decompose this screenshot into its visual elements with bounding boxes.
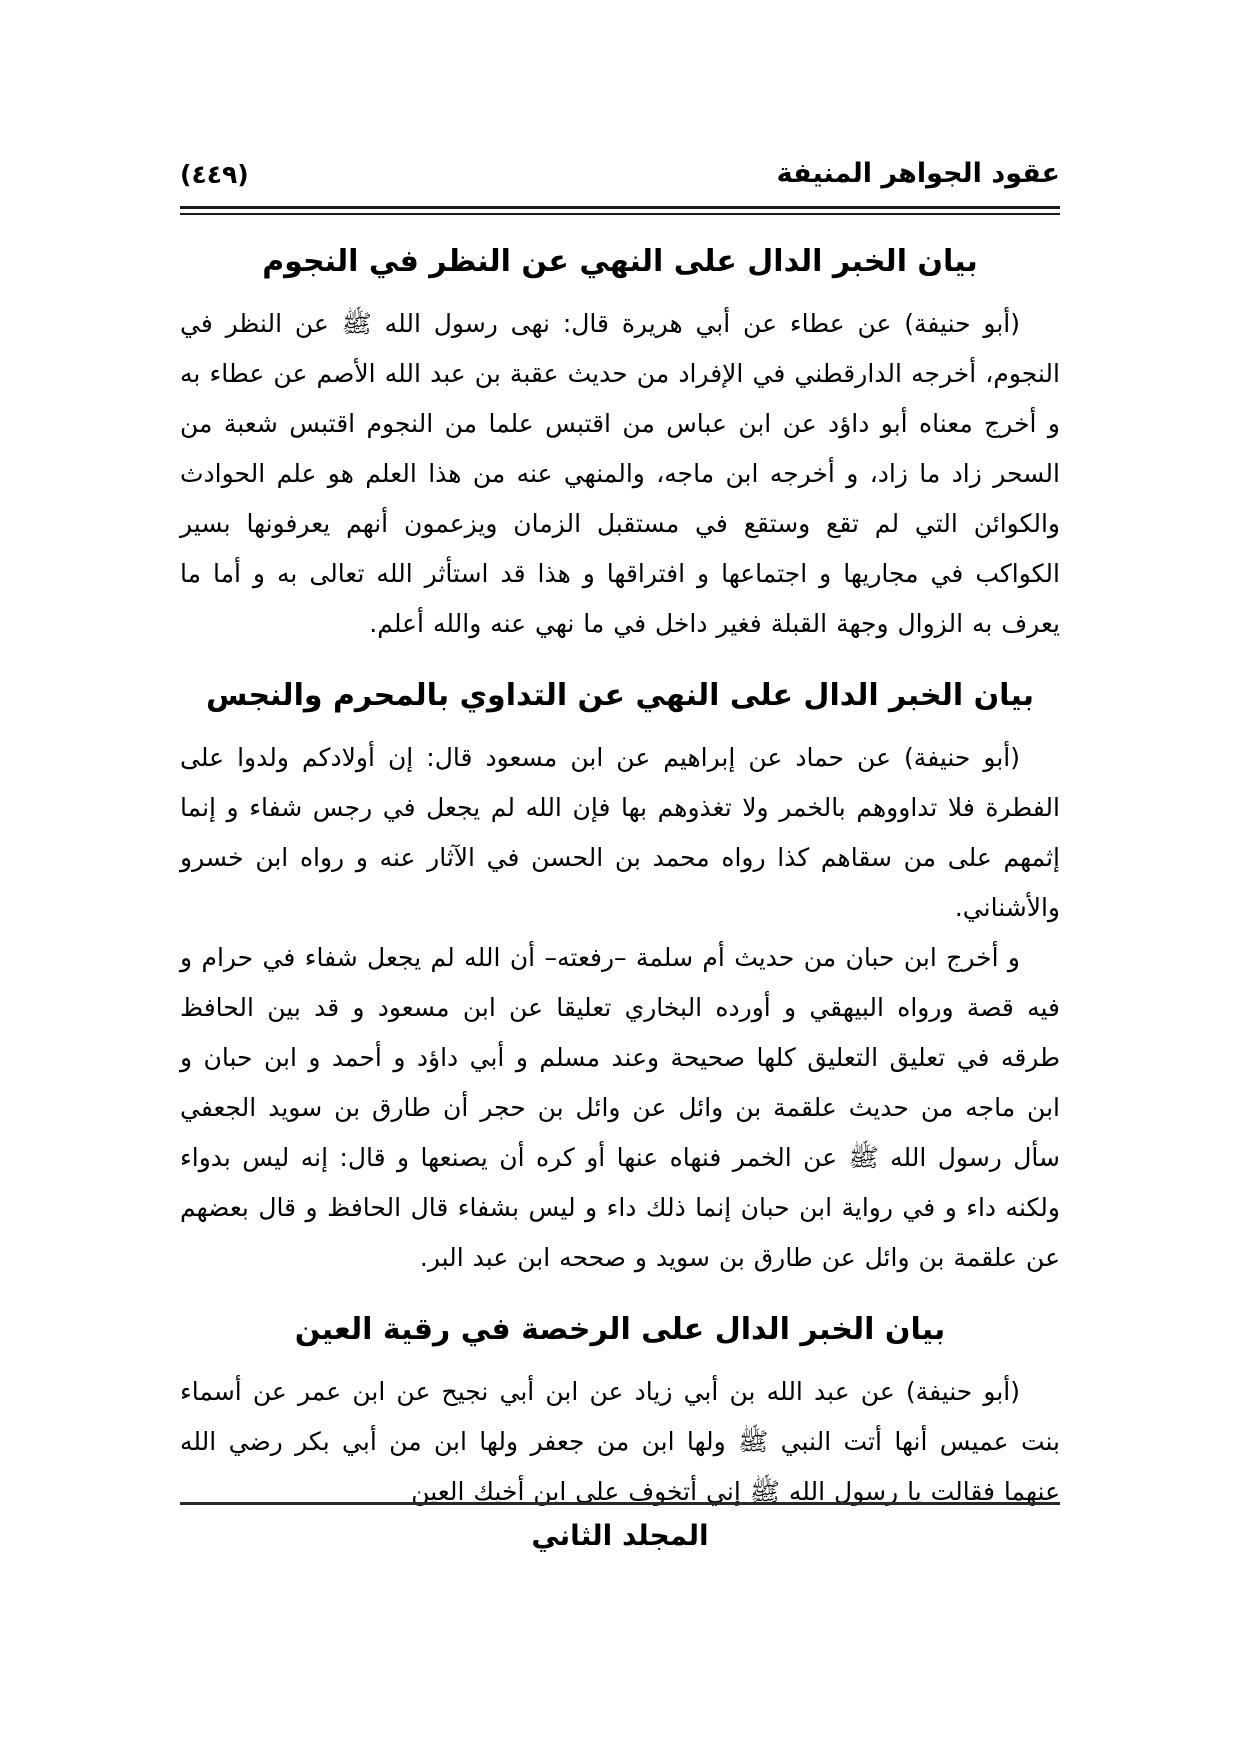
section-heading-tadawi: بيان الخبر الدال على النهي عن التداوي بالمحرم والنجس xyxy=(206,678,1034,714)
page-number: (٤٤٩) xyxy=(180,160,249,190)
footer-rule xyxy=(180,1502,1060,1505)
book-title: عقود الجواهر المنيفة xyxy=(776,158,1060,189)
page-header xyxy=(180,158,1060,190)
paragraph: و أخرج ابن حبان من حديث أم سلمة –رفعته– أن الله لم يجعل شفاء في حرام و فيه قصة ورواه البيهقي و أورده البخاري تعليقا عن ابن مسعود و قد بين الحافظ طرقه في تعليق التعليق كلها صحيحة وعند مسلم و أبي داؤد و أحمد و ابن حبان و ابن ماجه من حديث علقمة بن وائل عن وائل بن حجر أن طارق بن سويد الجعفي سأل رسول الله ﷺ عن الخمر فنهاه عنها أو كره أن يصنعها و قال: إنه ليس بدواء ولكنه داء و في رواية ابن حبان إنما ذلك داء و ليس بشفاء قال الحافظ و قال بعضهم عن علقمة بن وائل عن طارق بن سويد و صححه ابن عبد البر. xyxy=(180,943,1060,1273)
page-footer xyxy=(180,1502,1060,1552)
paragraph: (أبو حنيفة) عن حماد عن إبراهيم عن ابن مسعود قال: إن أولادكم ولدوا على الفطرة فلا تداووهم بالخمر ولا تغذوهم بها فإن الله لم يجعل في رجس شفاء و إنما إثمهم على من سقاهم كذا رواه محمد بن الحسن في الآثار عنه و رواه ابن خسرو والأشناني. xyxy=(180,743,1060,923)
section-heading-ruqya: بيان الخبر الدال على الرخصة في رقية العين xyxy=(294,1312,946,1348)
header-double-rule xyxy=(180,206,1060,215)
paragraph: (أبو حنيفة) عن عبد الله بن أبي زياد عن ابن أبي نجيح عن ابن عمر عن أسماء بنت عميس أنها أتت النبي ﷺ ولها ابن من جعفر ولها ابن من أبي بكر رضي الله عنهما فقالت يا رسول الله ﷺ إني أتخوف على ابن أخيك العين xyxy=(180,1377,1060,1507)
section-ruqya xyxy=(180,1309,1060,1517)
section-tadawi xyxy=(180,675,1060,1283)
volume-label: المجلد الثاني xyxy=(531,1519,709,1552)
section-heading-nujum: بيان الخبر الدال على النهي عن النظر في النجوم xyxy=(262,244,978,280)
paragraph: (أبو حنيفة) عن عطاء عن أبي هريرة قال: نهى رسول الله ﷺ عن النظر في النجوم، أخرجه الدارقطني في الإفراد من حديث عقبة بن عبد الله الأصم عن عطاء به و أخرج معناه أبو داؤد عن ابن عباس من اقتبس علما من النجوم اقتبس شعبة من السحر زاد ما زاد، و أخرجه ابن ماجه، والمنهي عنه من هذا العلم هو علم الحوادث والكوائن التي لم تقع وستقع في مستقبل الزمان ويزعمون أنهم يعرفونها بسير الكواكب في مجاريها و اجتماعها و افتراقها و هذا قد استأثر الله تعالى به و أما ما يعرف به الزوال وجهة القبلة فغير داخل في ما نهي عنه والله أعلم. xyxy=(180,309,1060,639)
section-nujum xyxy=(180,241,1060,649)
